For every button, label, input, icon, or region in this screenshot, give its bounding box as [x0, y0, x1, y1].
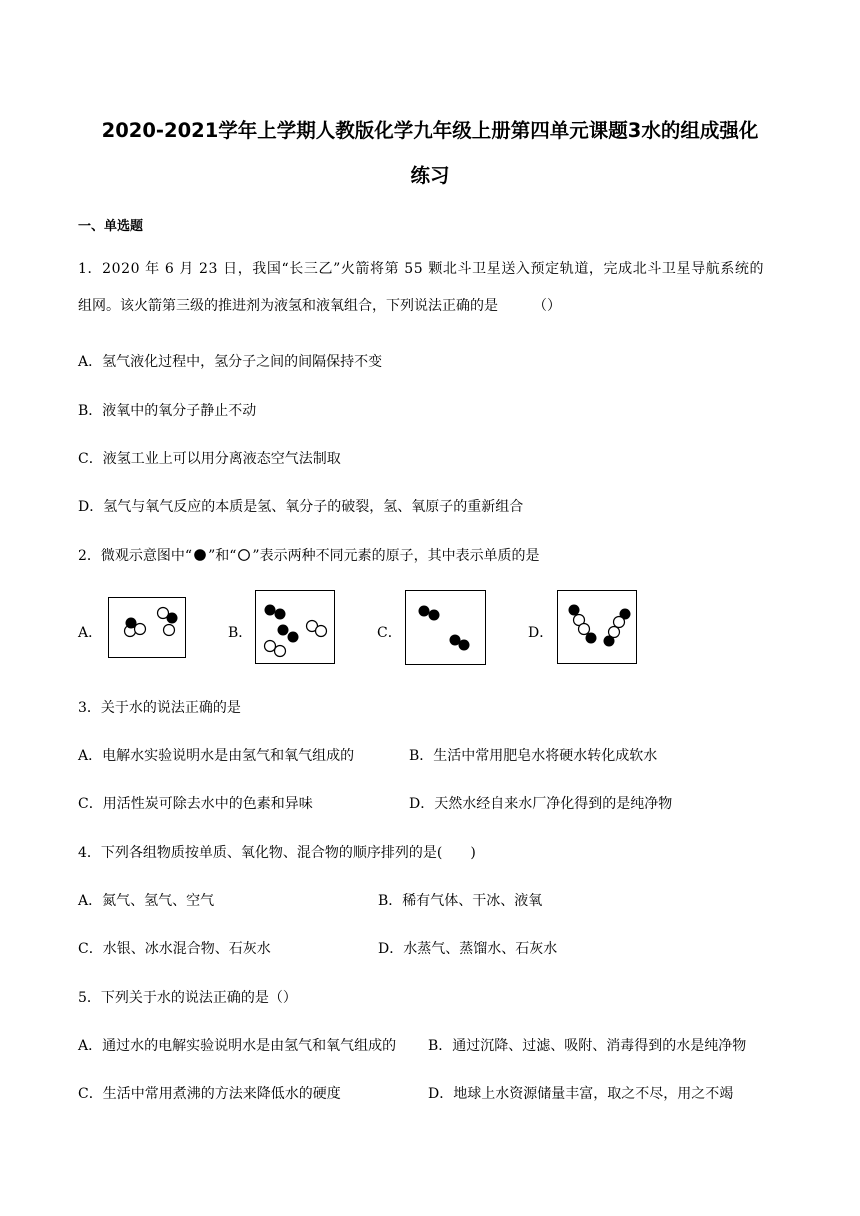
q3-option-c: C．用活性炭可除去水中的色素和异味 — [78, 796, 313, 812]
molecule-diagram-d — [558, 591, 638, 665]
q1-option-d: D．氢气与氧气反应的本质是氢、氧分子的破裂，氢、氧原子的重新组合 — [78, 499, 524, 515]
q3-option-d: D．天然水经自来水厂净化得到的是纯净物 — [409, 796, 673, 812]
molecule-diagram-b — [256, 591, 336, 665]
title-line-1: 2020-2021学年上学期人教版化学九年级上册第四单元课题3水的组成强化 — [101, 119, 759, 142]
white-atom-icon — [237, 548, 251, 562]
title-line-2: 练习 — [410, 164, 450, 187]
section-heading: 一、单选题 — [78, 219, 144, 234]
q2-stem-part-3: ”表示两种不同元素的原子，其中表示单质的是 — [252, 548, 540, 564]
q1-option-b: B．液氧中的氧分子静止不动 — [78, 403, 257, 419]
q5-option-a: A．通过水的电解实验说明水是由氢气和氧气组成的 — [78, 1038, 397, 1054]
q2-option-d-label: D． — [528, 625, 554, 641]
q2-option-a-label: A． — [78, 625, 103, 641]
q2-stem-part-2: ”和“ — [208, 548, 237, 564]
q4-option-a: A．氮气、氢气、空气 — [78, 893, 215, 909]
q1-option-c: C．液氢工业上可以用分离液态空气法制取 — [78, 451, 341, 467]
q4-option-d: D．水蒸气、蒸馏水、石灰水 — [378, 941, 558, 957]
q2-stem — [78, 545, 540, 565]
q4-stem: 4．下列各组物质按单质、氧化物、混合物的顺序排列的是( ) — [78, 845, 476, 861]
q2-option-c-diagram — [405, 590, 486, 665]
q3-option-b: B．生活中常用肥皂水将硬水转化成软水 — [409, 748, 658, 764]
q2-option-a-diagram — [108, 597, 186, 658]
q3-option-a: A．电解水实验说明水是由氢气和氧气组成的 — [78, 748, 355, 764]
q2-option-b-label: B． — [228, 625, 253, 641]
q3-stem: 3．关于水的说法正确的是 — [78, 700, 241, 716]
q4-option-c: C．水银、冰水混合物、石灰水 — [78, 941, 271, 957]
q5-option-d: D．地球上水资源储量丰富，取之不尽，用之不竭 — [428, 1086, 734, 1102]
q4-option-b: B．稀有气体、干冰、液氧 — [378, 893, 543, 909]
molecule-diagram-a — [109, 598, 187, 659]
q5-option-c: C．生活中常用煮沸的方法来降低水的硬度 — [78, 1086, 341, 1102]
molecule-diagram-c — [406, 591, 487, 666]
q1-stem-line-1: 1．2020 年 6 月 23 日，我国“长三乙”火箭将第 55 颗北斗卫星送入预定轨道，完成北斗卫星导航系统的 — [78, 261, 765, 277]
q2-option-d-diagram — [557, 590, 637, 664]
q1-option-a: A．氢气液化过程中，氢分子之间的间隔保持不变 — [78, 354, 383, 370]
q5-stem: 5．下列关于水的说法正确的是（） — [78, 990, 297, 1006]
q5-option-b: B．通过沉降、过滤、吸附、消毒得到的水是纯净物 — [428, 1038, 747, 1054]
q1-stem-line-2: 组网。该火箭第三级的推进剂为液氢和液氧组合，下列说法正确的是 （） — [78, 298, 561, 314]
q2-option-c-label: C． — [377, 625, 402, 641]
q2-stem-part-1: 2．微观示意图中“ — [78, 548, 193, 564]
black-atom-icon — [193, 548, 207, 562]
q2-option-b-diagram — [255, 590, 335, 664]
